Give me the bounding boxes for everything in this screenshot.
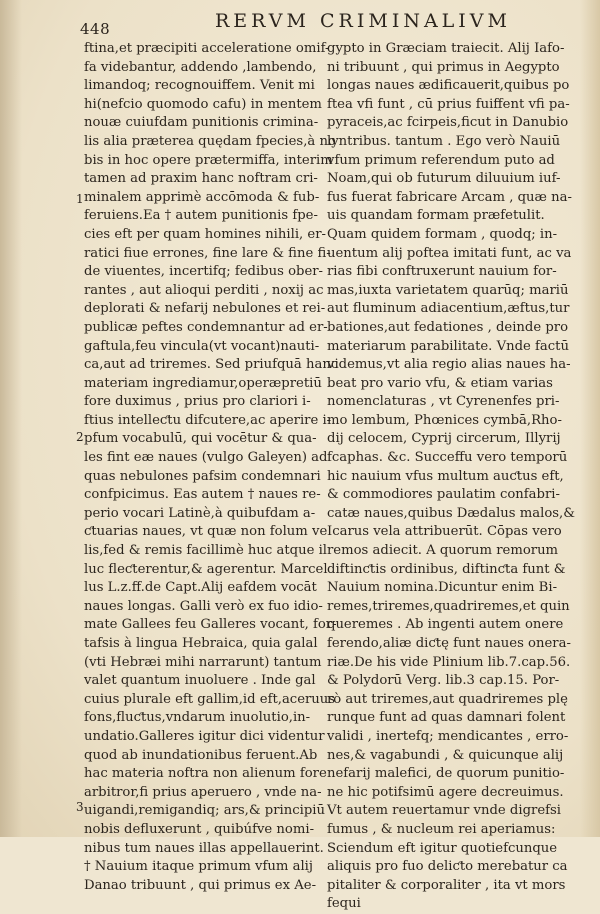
- right-column-line: dij celocem, Cyprij circerum, Illyrij: [327, 431, 561, 447]
- right-column-line: diftinƈtis ordinibus, diftinƈta funt &: [327, 561, 566, 577]
- left-column-line: tamen ad praxim hanc noftram cri-: [84, 171, 318, 187]
- left-column-line: fa videbantur, addendo ,lambendo,: [84, 59, 317, 75]
- left-column-line: pfum vocabulū, qui vocētur & qua-: [84, 431, 317, 447]
- left-column-line: ƈtuarias naues, vt quæ non folum ve: [84, 524, 328, 540]
- left-column-line: (vti Hebræi mihi narrarunt) tantum: [84, 654, 322, 670]
- right-column-line: fus fuerat fabricare Arcam , quæ na-: [327, 189, 572, 205]
- left-column-line: lis alia præterea quędam fpecies,à no: [84, 133, 336, 149]
- right-column-line: remes,triremes,quadriremes,et quin: [327, 598, 570, 614]
- left-column-line: Danao tribuunt , qui primus ex Ae-: [84, 877, 317, 893]
- right-column-line: vfum primum referendum puto ad: [327, 152, 555, 168]
- right-column-line: Nauium nomina.Dicuntur enim Bi-: [327, 580, 558, 596]
- page-header: [80, 6, 580, 38]
- left-column-line: quas nebulones pafsim condemnari: [84, 468, 321, 484]
- left-column-line: minalem apprimè accōmoda & fub-: [84, 189, 320, 205]
- right-column-line: aut fluminum adiacentium,æftus,tur: [327, 301, 570, 317]
- left-column-line: gaftula,feu vincula(vt vocant)nauti-: [84, 338, 320, 354]
- left-column-line: perio vocari Latinè,à quibufdam a-: [84, 505, 316, 521]
- right-column-line: videmus,vt alia regio alias naues ha-: [327, 357, 571, 373]
- left-column-line: confpicimus. Eas autem † naues re-: [84, 487, 321, 503]
- running-head: RERVM CRIMINALIVM: [215, 10, 511, 32]
- right-column-line: fequi: [327, 896, 361, 912]
- right-column-line: hic nauium vfus multum auƈtus eft,: [327, 468, 564, 484]
- left-column-line: feruiens.Ea † autem punitionis fpe-: [84, 208, 318, 224]
- right-column-line: pitaliter & corporaliter , ita vt mors: [327, 877, 566, 893]
- right-column-line: uentum alij poftea imitati funt, ac va: [327, 245, 572, 261]
- left-column-line: ftius intelleƈtu difcutere,ac aperire i-: [84, 412, 332, 428]
- left-column-line: valet quantum inuoluere . Inde gal: [84, 673, 316, 689]
- left-column-line: naues longas. Galli verò ex fuo idio-: [84, 598, 323, 614]
- right-text-column: [327, 40, 577, 914]
- right-column-line: pyraceis,ac fcirpeis,ficut in Danubio: [327, 115, 569, 131]
- right-column-line: lyntribus. tantum . Ego verò Nauiū: [327, 133, 561, 149]
- left-column-line: quod ab inundationibus feruent.Ab: [84, 747, 318, 763]
- right-column-line: ferendo,aliæ diƈtę funt naues onera-: [327, 636, 571, 651]
- right-column-line: & commodiores paulatim confabri-: [327, 487, 560, 503]
- right-column-line: bationes,aut fedationes , deinde pro: [327, 319, 569, 335]
- left-column-line: hac materia noftra non alienum fore: [84, 766, 327, 782]
- right-column-line: beat pro vario vfu, & etiam varias: [327, 375, 553, 391]
- left-column-line: lus L.z.ff.de Capt.Alij eafdem vocāt: [84, 580, 317, 596]
- page-number: 448: [80, 20, 111, 38]
- right-column-line: Quam quidem formam , quodq; in-: [327, 226, 558, 242]
- right-column-line: & Polydorū Verg. lib.3 cap.15. Por-: [327, 673, 560, 689]
- right-column-line: ftea vfi funt , cū prius fuiffent vfi pa-: [327, 96, 570, 112]
- right-column-line: validi , inertefq; mendicantes , erro-: [327, 728, 569, 744]
- right-column-line: remos adiecit. A quorum remorum: [327, 543, 559, 559]
- right-column-line: ne hic potifsimū agere decreuimus.: [327, 784, 564, 800]
- left-column-line: tafsis à lingua Hebraica, quia galal: [84, 636, 318, 651]
- page-edge-shading: [580, 0, 600, 837]
- left-column-line: materiam ingrediamur,operæpretiū: [84, 375, 322, 391]
- right-column-line: ni tribuunt , qui primus in Aegypto: [327, 59, 560, 75]
- right-column-line: fumus , & nucleum rei aperiamus:: [327, 821, 556, 837]
- right-column-line: longas naues ædificauerit,quibus po: [327, 78, 570, 94]
- right-column-line: aliquis pro fuo deliƈto merebatur ca: [327, 859, 568, 875]
- left-column-line: rantes , aut alioqui perditi , noxij ac: [84, 282, 324, 298]
- left-column-line: undatio.Galleres igitur dici videntur: [84, 728, 325, 744]
- margin-note-2: 2: [76, 430, 84, 444]
- left-column-line: ratici fiue errones, fine lare & fine fi-: [84, 245, 331, 261]
- left-column-line: deplorati & nefarij nebulones et rei-: [84, 301, 326, 317]
- left-column-line: cies eft per quam homines nihili, er-: [84, 226, 326, 242]
- left-column-line: nouæ cuiufdam punitionis crimina-: [84, 115, 319, 131]
- right-column-line: mo lembum, Phœnices cymbā,Rho-: [327, 412, 562, 428]
- left-column-line: luc fleƈterentur,& agerentur. Marcel: [84, 561, 328, 577]
- right-column-line: queremes . Ab ingenti autem onere: [327, 617, 564, 633]
- left-text-column: [84, 40, 339, 895]
- left-column-line: mate Gallees feu Galleres vocant, for-: [84, 617, 337, 633]
- margin-note-1: 1: [76, 192, 84, 206]
- right-column-line: fcaphas. &c. Succeffu vero temporū: [327, 450, 568, 466]
- left-column-line: hi(nefcio quomodo cafu) in mentem: [84, 96, 322, 112]
- right-column-line: Icarus vela attribuerūt. Cōpas vero: [327, 524, 562, 540]
- left-column-line: ftina,et præcipiti acceleratione omif-: [84, 41, 330, 56]
- right-column-line: nefarij malefici, de quorum punitio-: [327, 766, 565, 782]
- left-column-line: bis in hoc opere prætermiffa, interim: [84, 152, 333, 168]
- left-column-line: lis,fed & remis facillimè huc atque il: [84, 543, 328, 559]
- left-column-line: fore duximus , prius pro clariori i-: [84, 394, 311, 410]
- left-column-line: les fint eæ naues (vulgo Galeyen) ad: [84, 450, 328, 466]
- right-column-line: catæ naues,quibus Dædalus malos,&: [327, 505, 575, 521]
- left-column-line: † Nauium itaque primum vfum alij: [84, 859, 313, 875]
- right-column-line: mas,iuxta varietatem quarūq; mariū: [327, 282, 569, 298]
- left-column-line: publicæ peftes condemnantur ad er-: [84, 319, 328, 335]
- left-column-line: ca,aut ad triremes. Sed priufquā hanc: [84, 357, 339, 373]
- right-column-line: materiarum parabilitate. Vnde factū: [327, 338, 569, 354]
- right-column-line: Noam,qui ob futurum diluuium iuf-: [327, 171, 561, 187]
- right-column-line: riæ.De his vide Plinium lib.7.cap.56.: [327, 654, 571, 670]
- left-column-line: arbitror,fi prius aperuero , vnde na-: [84, 784, 322, 800]
- left-column-line: cuius plurale eft gallim,id eft,aceruus: [84, 691, 336, 707]
- left-column-line: fons,fluƈtus,vndarum inuolutio,in-: [84, 710, 311, 726]
- left-column-line: nibus tum naues illas appellauerint.: [84, 840, 324, 856]
- right-column-line: runque funt ad quas damnari folent: [327, 710, 566, 726]
- margin-note-3: 3: [76, 800, 84, 814]
- left-column-line: de viuentes, incertifq; fedibus ober-: [84, 264, 324, 280]
- right-column-line: nes,& vagabundi , & quicunque alij: [327, 747, 564, 763]
- right-column-line: uis quandam formam præfetulit.: [327, 208, 545, 224]
- right-column-line: Vt autem reuertamur vnde digrefsi: [327, 803, 561, 819]
- right-column-line: nomenclaturas , vt Cyrenenfes pri-: [327, 394, 560, 410]
- left-column-line: uigandi,remigandiq; ars,& principiū: [84, 803, 325, 819]
- right-column-line: Sciendum eft igitur quotiefcunque: [327, 840, 558, 856]
- gutter-shadow: [0, 0, 22, 837]
- right-column-line: rò aut triremes,aut quadriremes plę: [327, 691, 568, 707]
- left-column-line: nobis defluxerunt , quibúfve nomi-: [84, 821, 315, 837]
- right-column-line: gypto in Græciam traiecit. Alij Iafo-: [327, 41, 565, 56]
- left-column-line: limandoq; recognouiffem. Venit mi: [84, 78, 315, 94]
- right-column-line: rias fibi conftruxerunt nauium for-: [327, 264, 557, 280]
